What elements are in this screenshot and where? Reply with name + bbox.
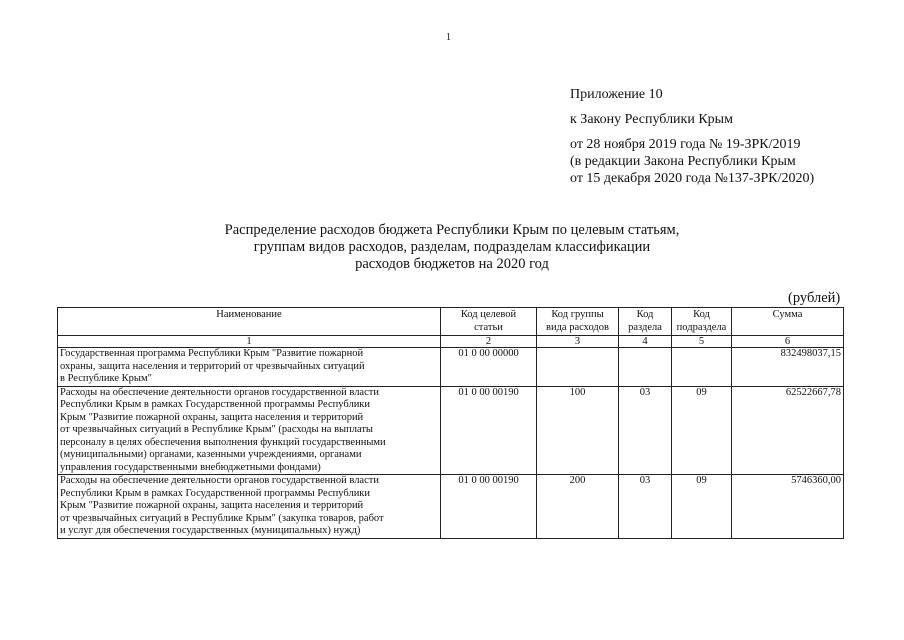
row-group-code: 200: [537, 475, 619, 539]
header-name-label: Наименование: [216, 309, 282, 320]
row-subsection-code: [672, 348, 732, 387]
row-name-line: в Республике Крым": [60, 373, 152, 384]
row-name-line: от чрезвычайных ситуаций в Республике Крым" (расходы на выплаты: [60, 424, 373, 435]
row-target-code: 01 0 00 00190: [441, 475, 537, 539]
row-sum: 62522667,78: [732, 386, 844, 475]
column-number: 2: [441, 336, 537, 348]
header-subsection-code-line: подраздела: [676, 321, 727, 333]
title-line: группам видов расходов, разделам, подразделам классификации: [253, 239, 651, 255]
row-name-line: Государственная программа Республики Крым "Развитие пожарной: [60, 348, 364, 359]
row-name-line: Крым "Развитие пожарной охраны, защита населения и территорий: [60, 500, 364, 511]
row-name-line: Расходы на обеспечение деятельности органов государственной власти: [60, 475, 379, 486]
row-subsection-code: 09: [672, 386, 732, 475]
title-line: Распределение расходов бюджета Республики Крым по целевым статьям,: [224, 222, 680, 238]
row-name: [58, 348, 441, 387]
table-header-row: [58, 308, 844, 336]
column-number: 1: [58, 336, 441, 348]
appendix-law: к Закону Республики Крым: [570, 112, 733, 127]
row-target-code: 01 0 00 00000: [441, 348, 537, 387]
header-name: [58, 308, 441, 336]
header-group-code-line: Код группы: [551, 309, 604, 320]
row-name-line: и услуг для обеспечения государственных (муниципальных) нужд): [60, 525, 361, 536]
row-subsection-code: 09: [672, 475, 732, 539]
header-group-code-line: вида расходов: [546, 321, 609, 333]
appendix-date-line: от 28 ноября 2019 года № 19-ЗРК/2019: [570, 137, 801, 152]
row-name: [58, 386, 441, 475]
header-subsection-code-line: Код: [693, 309, 710, 320]
row-sum: 5746360,00: [732, 475, 844, 539]
appendix-title: Приложение 10: [570, 87, 663, 102]
table-row: [58, 348, 844, 387]
row-sum: 832498037,15: [732, 348, 844, 387]
header-section-code: [619, 308, 672, 336]
row-section-code: 03: [619, 386, 672, 475]
row-name-line: Крым "Развитие пожарной охраны, защита населения и территорий: [60, 411, 364, 423]
header-target-code: [441, 308, 537, 336]
header-section-code-line: Код: [636, 309, 654, 320]
row-name-line: персоналу в целях обеспечения выполнения функций государственными: [60, 436, 386, 448]
appendix-block: [570, 136, 814, 187]
header-sum: [732, 308, 844, 336]
column-number: 6: [732, 336, 844, 348]
row-name-line: Республики Крым в рамках Государственной программы Республики: [60, 399, 371, 410]
currency-unit: (рублей): [788, 290, 841, 306]
row-section-code: 03: [619, 475, 672, 539]
appendix-edition-line: от 15 декабря 2020 года №137-ЗРК/2020): [570, 171, 815, 186]
header-group-code: [537, 308, 619, 336]
document-title: [0, 222, 904, 273]
title-line: расходов бюджетов на 2020 год: [355, 256, 549, 272]
row-name-line: от чрезвычайных ситуаций в Республике Крым" (закупка товаров, работ: [60, 512, 384, 524]
column-number: 3: [537, 336, 619, 348]
row-group-code: [537, 348, 619, 387]
column-number: 4: [619, 336, 672, 348]
budget-table: [57, 307, 844, 539]
row-section-code: [619, 348, 672, 387]
header-target-code-line: статьи: [474, 321, 503, 333]
row-name-line: Расходы на обеспечение деятельности органов государственной власти: [60, 386, 379, 398]
row-target-code: 01 0 00 00190: [441, 386, 537, 475]
appendix-edition-line: (в редакции Закона Республики Крым: [570, 154, 796, 169]
row-name-line: Республики Крым в рамках Государственной программы Республики: [60, 487, 371, 499]
table-row: [58, 386, 844, 475]
page-number: 1: [446, 32, 451, 43]
row-name-line: (муниципальными) органами, казенными учреждениями, органами: [60, 449, 362, 460]
header-sum-label: Сумма: [772, 309, 803, 320]
row-name-line: охраны, защита населения и территорий от чрезвычайных ситуаций: [60, 360, 365, 372]
row-name: [58, 475, 441, 539]
column-number-row: [58, 336, 844, 348]
header-section-code-line: раздела: [628, 321, 662, 333]
row-name-line: управления государственными внебюджетными фондами): [60, 461, 321, 473]
header-target-code-line: Код целевой: [460, 309, 517, 320]
row-group-code: 100: [537, 386, 619, 475]
column-number: 5: [672, 336, 732, 348]
header-subsection-code: [672, 308, 732, 336]
table-row: [58, 475, 844, 539]
